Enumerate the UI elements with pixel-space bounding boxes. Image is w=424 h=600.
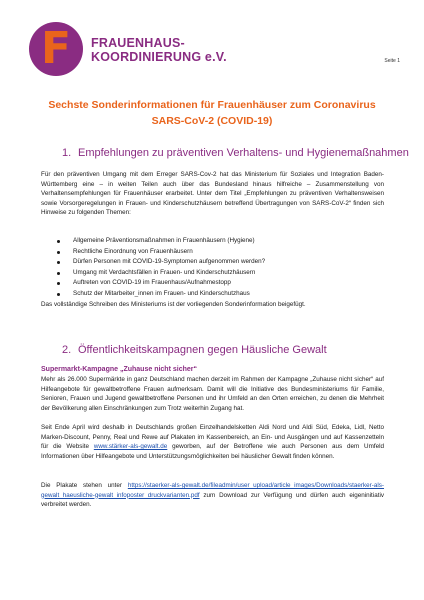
document-title — [40, 97, 384, 129]
logo-line-2: KOORDINIERUNG e.V. — [91, 50, 227, 64]
campaign-subheading: Supermarkt-Kampagne „Zuhause nicht sicher“ — [41, 366, 197, 373]
topic-list — [56, 236, 376, 299]
title-line-1: Sechste Sonderinformationen für Frauenhäuser zum Coronavirus — [48, 99, 376, 111]
paragraph-2-text-b: geworben, auf der Betroffene wie auch Personen aus dem Umfeld Informationen über Hilfeangebote und Unterstützungsmöglichkeiten bei häuslicher Gewalt finden können. — [41, 443, 384, 460]
section-2-title: Öffentlichkeitskampagnen gegen Häusliche Gewalt — [78, 344, 327, 356]
organization-logo — [29, 22, 259, 78]
list-item: Auftreten von COVID-19 im Frauenhaus/Aufnahmestopp — [56, 278, 376, 289]
title-line-2: SARS-CoV-2 (COVID-19) — [151, 115, 273, 127]
paragraph-3-text-a: Die Plakate stehen unter — [41, 482, 123, 489]
list-item: Dürfen Personen mit COVID-19-Symptomen aufgenommen werden? — [56, 257, 376, 268]
list-item: Schutz der Mitarbeiter_innen im Frauen- und Kinderschutzhaus — [56, 289, 376, 300]
logo-letter: F — [40, 23, 72, 74]
paragraph-2-text-a: Seit Ende April wird deshalb in Deutschlands großen Einzelhandelsketten Aldi Nord und Aldi Süd, Edeka, Lidl, Netto Marken-Discount, Penny, Real und Rewe auf Plakaten im Kassenbereich, an Ein- und Ausgängen und auf Kassenzetteln für die Website — [41, 424, 384, 451]
section-2-heading — [62, 343, 327, 357]
section-1-heading — [62, 146, 409, 160]
section-1-title: Empfehlungen zu präventiven Verhaltens- und Hygienemaßnahmen — [78, 147, 409, 159]
section-2-paragraph-1: Mehr als 26.000 Supermärkte in ganz Deutschland machen derzeit im Rahmen der Kampagne „Zuhause nicht sicher“ auf Hilfeangebote für gewaltbetroffene Frauen aufmerksam. Damit will die Initiative des Bundesministeriums für Familie, Senioren, Frauen und Jugend gewaltbetroffene Personen und ihr Umfeld an den Orten erreichen, zu denen die Mehrheit der Bevölkerung allen Einschränkungen zum Trotz weiterhin Zugang hat. — [41, 376, 384, 412]
section-2-number: 2. — [62, 344, 72, 356]
paragraph-3-text-b: zum Download zur Verfügung und dürfen auch eigeninitiativ verbreitet werden. — [41, 491, 385, 509]
campaign-website-link[interactable]: www.stärker-als-gewalt.de — [93, 443, 168, 451]
page-number: Seite 1 — [384, 58, 400, 64]
section-1-intro: Für den präventiven Umgang mit dem Erreger SARS-Cov-2 hat das Ministerium für Soziales und Integration Baden-Württemberg eine – in weiten Teilen auch über das Bundesland hinaus hilfreiche – Zusammenstellung von Verhaltensempfehlungen für Frauenhäuser erarbeitet. Unter dem Titel „Empfehlungen zu präventiven Verhaltensweisen sowie Vorsorgeregelungen in Frauen- und Kinderschutzhäusern betreffend Übertragungen von SARS-CoV-2“ finden sich Hinweise zu folgenden Themen: — [41, 171, 384, 217]
section-1-closing: Das vollständige Schreiben des Ministeriums ist der vorliegenden Sonderinformation beigefügt. — [41, 301, 306, 308]
section-2-paragraph-3 — [41, 481, 384, 510]
section-1-number: 1. — [62, 147, 72, 159]
list-item: Rechtliche Einordnung von Frauenhäusern — [56, 247, 376, 258]
section-2-paragraph-2 — [41, 423, 384, 461]
logo-wordmark — [91, 36, 227, 64]
list-item: Umgang mit Verdachtsfällen in Frauen- und Kinderschutzhäusern — [56, 268, 376, 279]
logo-line-1: FRAUENHAUS- — [91, 36, 185, 50]
poster-download-link[interactable]: https://staerker-als-gewalt.de/fileadmin/user_upload/article_images/Downloads/staerker-als-gewalt_haeusliche-gewalt_infoposter_druckvarianten.pdf — [41, 482, 385, 499]
list-item: Allgemeine Präventionsmaßnahmen in Frauenhäusern (Hygiene) — [56, 236, 376, 247]
